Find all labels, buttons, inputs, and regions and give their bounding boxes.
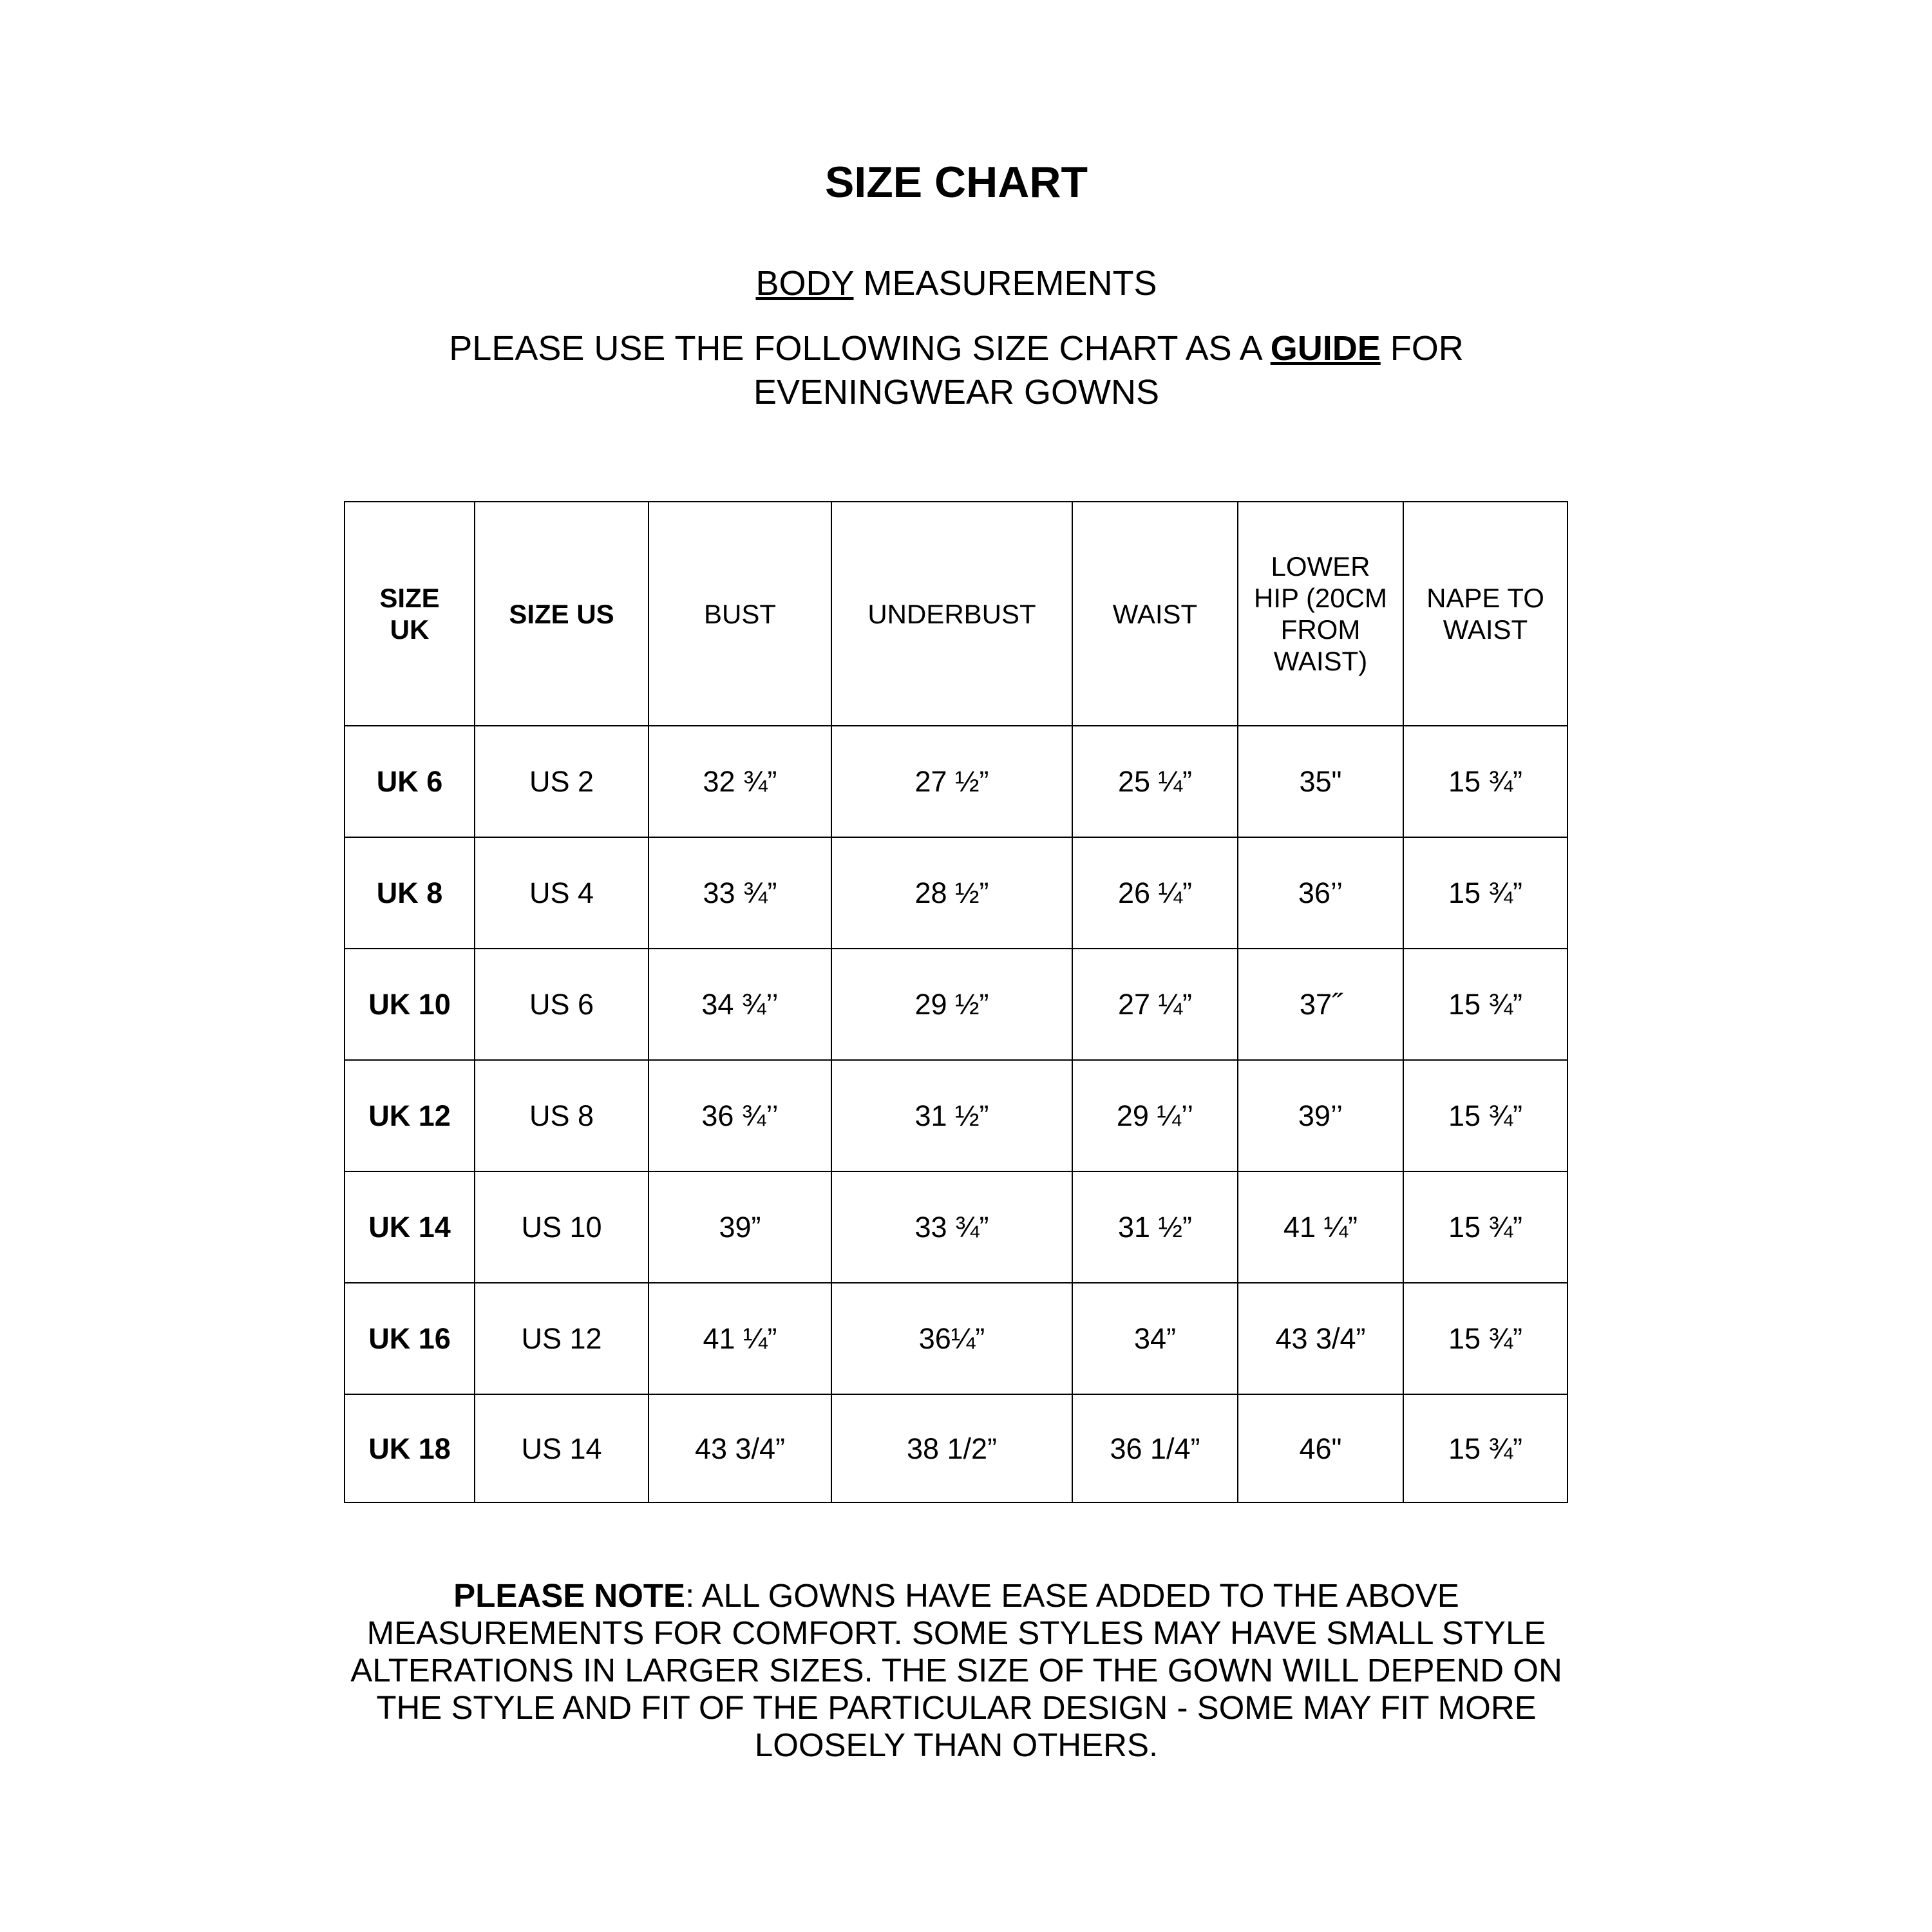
page-title: SIZE CHART: [825, 158, 1088, 207]
lower-hip-cell: 46": [1238, 1394, 1403, 1502]
waist-cell: 29 ¼’’: [1072, 1060, 1238, 1171]
size-us-cell: US 12: [475, 1283, 649, 1394]
nape-to-waist-cell: 15 ¾”: [1403, 1060, 1567, 1171]
underbust-cell: 36¼”: [831, 1283, 1072, 1394]
guide-text-start: PLEASE USE THE FOLLOWING SIZE CHART AS A: [449, 329, 1271, 368]
table-row: [345, 1283, 1567, 1394]
size-uk-cell: UK 14: [345, 1171, 475, 1283]
size-us-cell: US 10: [475, 1171, 649, 1283]
table-row: [345, 1060, 1567, 1171]
nape-to-waist-cell: 15 ¾”: [1403, 1283, 1567, 1394]
size-uk-cell: UK 12: [345, 1060, 475, 1171]
size-uk-cell: UK 8: [345, 837, 475, 949]
size-us-cell: US 8: [475, 1060, 649, 1171]
column-header: WAIST: [1072, 502, 1238, 726]
bust-cell: 39”: [649, 1171, 831, 1283]
bust-cell: 33 ¾”: [649, 837, 831, 949]
table-row: [345, 1171, 1567, 1283]
size-table-container: [344, 501, 1568, 1503]
lower-hip-cell: 37˝: [1238, 949, 1403, 1060]
size-uk-cell: UK 16: [345, 1283, 475, 1394]
table-row: [345, 949, 1567, 1060]
guide-emphasis: GUIDE: [1270, 329, 1381, 368]
size-uk-cell: UK 6: [345, 726, 475, 837]
table-row: [345, 837, 1567, 949]
subtitle-rest: MEASUREMENTS: [853, 264, 1157, 303]
waist-cell: 25 ¼”: [1072, 726, 1238, 837]
table-row: [345, 726, 1567, 837]
nape-to-waist-cell: 15 ¾”: [1403, 1394, 1567, 1502]
underbust-cell: 33 ¾”: [831, 1171, 1072, 1283]
bust-cell: 34 ¾’’: [649, 949, 831, 1060]
table-row: [345, 1394, 1567, 1502]
column-header: BUST: [649, 502, 831, 726]
size-uk-cell: UK 18: [345, 1394, 475, 1502]
underbust-cell: 27 ½”: [831, 726, 1072, 837]
underbust-cell: 38 1/2”: [831, 1394, 1072, 1502]
table-header-row: [345, 502, 1567, 726]
please-note: [322, 1577, 1591, 1764]
waist-cell: 36 1/4”: [1072, 1394, 1238, 1502]
size-us-cell: US 2: [475, 726, 649, 837]
size-us-cell: US 14: [475, 1394, 649, 1502]
guide-text-for: FOR: [1380, 329, 1464, 368]
size-us-cell: US 6: [475, 949, 649, 1060]
bust-cell: 32 ¾”: [649, 726, 831, 837]
nape-to-waist-cell: 15 ¾”: [1403, 837, 1567, 949]
underbust-cell: 31 ½”: [831, 1060, 1072, 1171]
lower-hip-cell: 41 ¼”: [1238, 1171, 1403, 1283]
nape-to-waist-cell: 15 ¾”: [1403, 726, 1567, 837]
lower-hip-cell: 39’’: [1238, 1060, 1403, 1171]
waist-cell: 34”: [1072, 1283, 1238, 1394]
lower-hip-cell: 36’’: [1238, 837, 1403, 949]
nape-to-waist-cell: 15 ¾”: [1403, 1171, 1567, 1283]
size-uk-cell: UK 10: [345, 949, 475, 1060]
note-text: : ALL GOWNS HAVE EASE ADDED TO THE ABOVE MEASUREMENTS FOR COMFORT. SOME STYLES MAY HAVE SMALL STYLE ALTERATIONS IN LARGER SIZES. THE SIZE OF THE GOWN WILL DEPEND ON THE STYLE AND FIT OF THE PARTICULAR DESIGN - SOME MAY FIT MORE LOOSELY THAN OTHERS.: [350, 1577, 1562, 1763]
lower-hip-cell: 43 3/4”: [1238, 1283, 1403, 1394]
subtitle: [0, 261, 1913, 306]
bust-cell: 41 ¼”: [649, 1283, 831, 1394]
column-header: SIZE UK: [345, 502, 475, 726]
column-header: LOWER HIP (20CM FROM WAIST): [1238, 502, 1403, 726]
waist-cell: 27 ¼”: [1072, 949, 1238, 1060]
note-label: PLEASE NOTE: [453, 1577, 686, 1614]
column-header: SIZE US: [475, 502, 649, 726]
waist-cell: 26 ¼”: [1072, 837, 1238, 949]
column-header: NAPE TO WAIST: [1403, 502, 1567, 726]
column-header: UNDERBUST: [831, 502, 1072, 726]
nape-to-waist-cell: 15 ¾”: [1403, 949, 1567, 1060]
guide-text-end: EVENINGWEAR GOWNS: [753, 373, 1160, 412]
waist-cell: 31 ½”: [1072, 1171, 1238, 1283]
lower-hip-cell: 35": [1238, 726, 1403, 837]
underbust-cell: 28 ½”: [831, 837, 1072, 949]
size-table: [344, 501, 1568, 1503]
guide-text: [0, 327, 1913, 414]
size-us-cell: US 4: [475, 837, 649, 949]
bust-cell: 36 ¾’’: [649, 1060, 831, 1171]
subtitle-underlined-word: BODY: [755, 264, 854, 303]
underbust-cell: 29 ½”: [831, 949, 1072, 1060]
bust-cell: 43 3/4”: [649, 1394, 831, 1502]
